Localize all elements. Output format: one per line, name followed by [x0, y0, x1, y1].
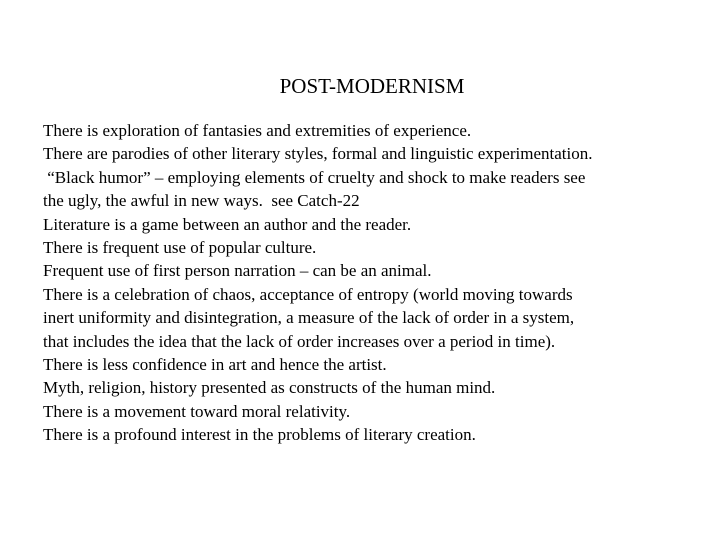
- body-line: There is exploration of fantasies and extremities of experience.: [43, 121, 472, 140]
- body-line: Literature is a game between an author and the reader.: [43, 214, 412, 234]
- body-line: inert uniformity and disintegration, a measure of the lack of order in a system,: [43, 308, 575, 328]
- body-line: “Black humor” – employing elements of cruelty and shock to make readers see: [43, 167, 586, 187]
- body-line: There are parodies of other literary styles, formal and linguistic experimentation.: [43, 144, 593, 164]
- body-line: There is a profound interest in the problems of literary creation.: [43, 425, 476, 445]
- body-line: that includes the idea that the lack of order increases over a period in time).: [43, 331, 556, 351]
- slide-title: POST-MODERNISM: [279, 74, 465, 98]
- body-line: the ugly, the awful in new ways. see Catch-22: [43, 191, 360, 211]
- body-line: There is frequent use of popular culture.: [43, 238, 317, 258]
- body-line: There is less confidence in art and hence the artist.: [43, 355, 387, 375]
- body-line: Myth, religion, history presented as constructs of the human mind.: [43, 378, 496, 398]
- slide-body: [43, 119, 713, 447]
- body-line: There is a celebration of chaos, acceptance of entropy (world moving towards: [43, 284, 573, 304]
- body-line: Frequent use of first person narration – can be an animal.: [43, 261, 432, 281]
- body-line: There is a movement toward moral relativity.: [43, 401, 351, 421]
